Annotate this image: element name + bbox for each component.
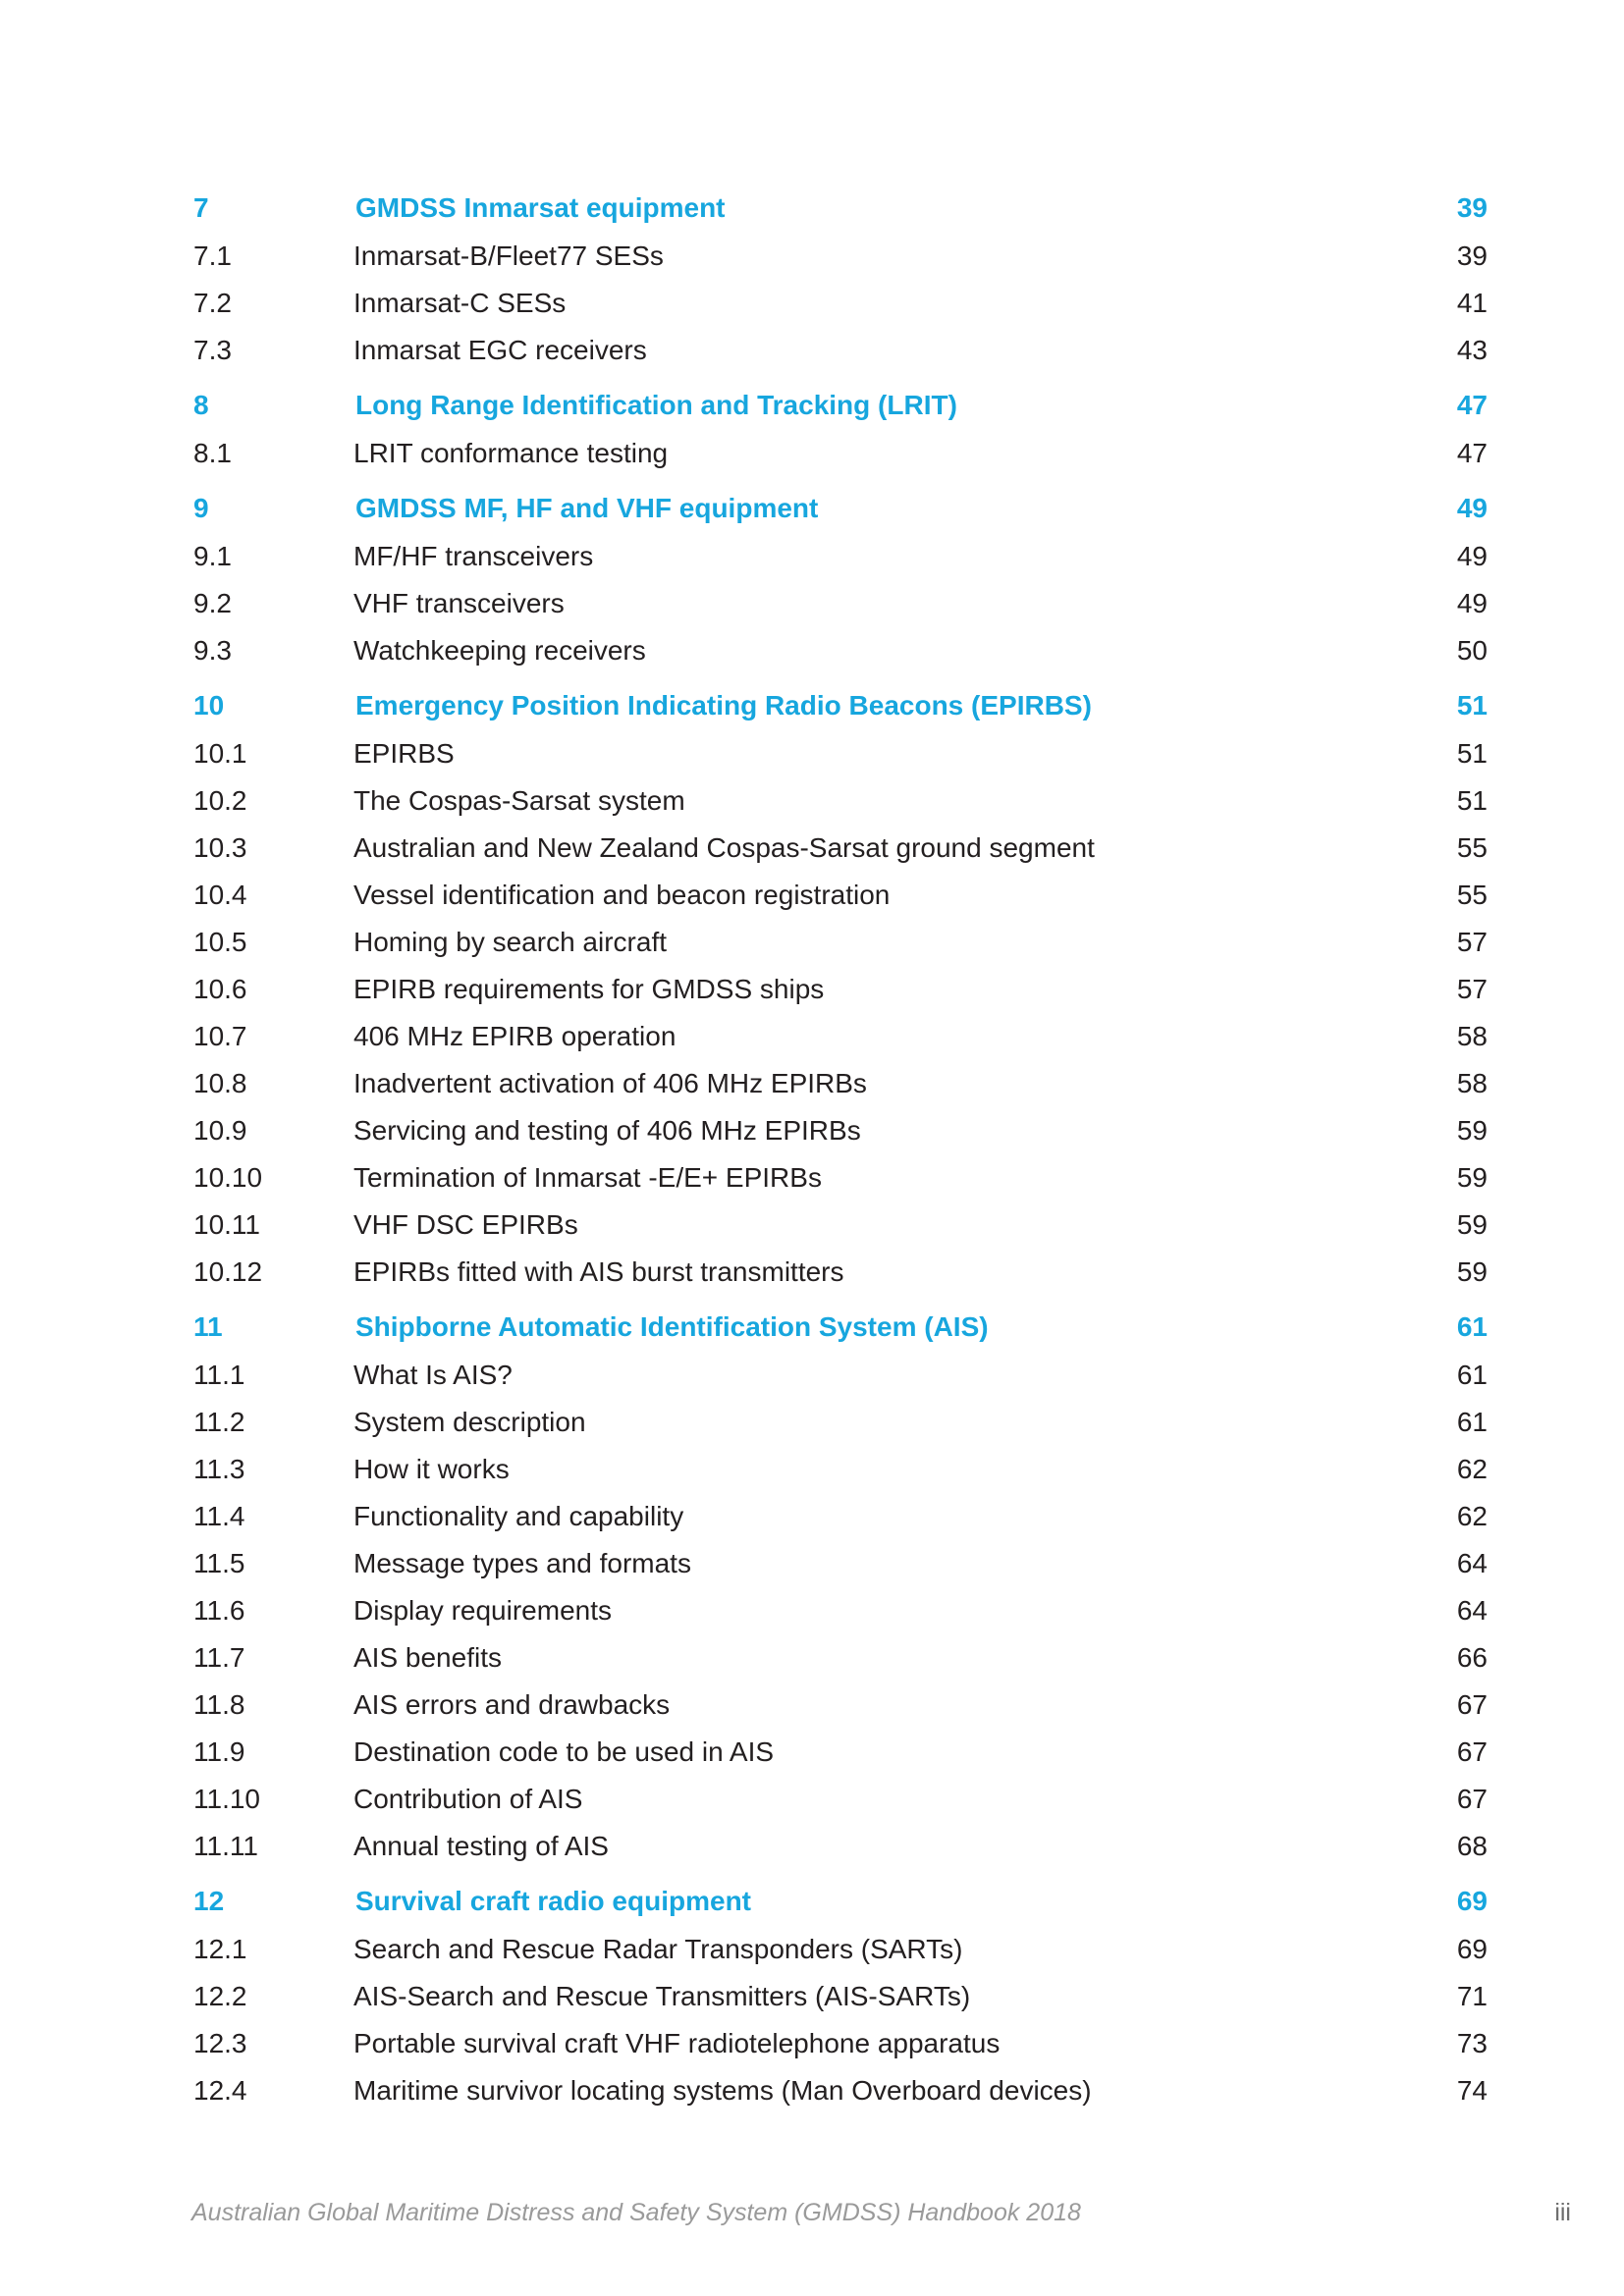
toc-entry[interactable] bbox=[193, 1013, 1488, 1060]
footer-page-number: iii bbox=[1554, 2199, 1571, 2226]
toc-entry[interactable] bbox=[193, 1446, 1488, 1493]
entry-title: How it works bbox=[353, 1454, 510, 1484]
toc-chapter-heading[interactable] bbox=[193, 184, 1488, 233]
toc-chapter-heading[interactable] bbox=[193, 1303, 1488, 1352]
entry-title: EPIRBs fitted with AIS burst transmitters bbox=[353, 1256, 844, 1287]
chapter-title: Shipborne Automatic Identification System (AIS) bbox=[355, 1311, 989, 1342]
entry-page-number: 59 bbox=[1456, 1209, 1488, 1240]
toc-entry[interactable] bbox=[193, 1926, 1488, 1973]
entry-number: 10.6 bbox=[193, 974, 247, 1004]
toc-chapter-heading[interactable] bbox=[193, 381, 1488, 430]
entry-page-number: 61 bbox=[1456, 1407, 1488, 1437]
entry-number: 8.1 bbox=[193, 438, 232, 468]
toc-section bbox=[193, 1303, 1488, 1870]
entry-title: VHF DSC EPIRBs bbox=[353, 1209, 578, 1240]
chapter-page-number: 61 bbox=[1456, 1311, 1488, 1342]
entry-page-number: 61 bbox=[1456, 1360, 1488, 1390]
entry-number: 10.12 bbox=[193, 1256, 263, 1287]
toc-entry[interactable] bbox=[193, 233, 1488, 280]
entry-title: Servicing and testing of 406 MHz EPIRBs bbox=[353, 1115, 861, 1146]
page-footer bbox=[191, 2199, 1571, 2227]
toc-section bbox=[193, 1877, 1488, 2114]
entry-page-number: 71 bbox=[1456, 1981, 1488, 2011]
entry-number: 11.6 bbox=[193, 1595, 245, 1626]
entry-number: 12.4 bbox=[193, 2075, 247, 2106]
entry-title: LRIT conformance testing bbox=[353, 438, 669, 468]
entry-page-number: 64 bbox=[1456, 1548, 1488, 1578]
entry-title: Watchkeeping receivers bbox=[353, 635, 646, 666]
entry-page-number: 58 bbox=[1456, 1021, 1488, 1051]
entry-number: 10.11 bbox=[193, 1209, 260, 1240]
entry-number: 9.2 bbox=[193, 588, 232, 618]
entry-number: 11.3 bbox=[193, 1454, 245, 1484]
entry-title: EPIRB requirements for GMDSS ships bbox=[353, 974, 825, 1004]
entry-page-number: 49 bbox=[1456, 541, 1488, 571]
chapter-number: 10 bbox=[193, 690, 225, 721]
toc-section bbox=[193, 484, 1488, 674]
entry-page-number: 64 bbox=[1456, 1595, 1488, 1626]
entry-page-number: 74 bbox=[1456, 2075, 1488, 2106]
entry-number: 9.1 bbox=[193, 541, 232, 571]
entry-page-number: 57 bbox=[1456, 974, 1488, 1004]
toc-entry[interactable] bbox=[193, 1201, 1488, 1249]
entry-number: 11.5 bbox=[193, 1548, 245, 1578]
entry-page-number: 59 bbox=[1456, 1162, 1488, 1193]
entry-title: Inadvertent activation of 406 MHz EPIRBs bbox=[353, 1068, 867, 1098]
toc-entry[interactable] bbox=[193, 1823, 1488, 1870]
entry-page-number: 67 bbox=[1456, 1784, 1488, 1814]
toc-entry[interactable] bbox=[193, 627, 1488, 674]
toc-entry[interactable] bbox=[193, 730, 1488, 777]
toc-entry[interactable] bbox=[193, 1154, 1488, 1201]
entry-title: Portable survival craft VHF radiotelephone apparatus bbox=[353, 2028, 1001, 2058]
entry-page-number: 41 bbox=[1456, 288, 1488, 318]
chapter-title: Long Range Identification and Tracking (LRIT) bbox=[355, 390, 957, 420]
entry-page-number: 62 bbox=[1456, 1501, 1488, 1531]
toc-entry[interactable] bbox=[193, 430, 1488, 477]
chapter-page-number: 39 bbox=[1456, 192, 1488, 223]
entry-title: System description bbox=[353, 1407, 586, 1437]
entry-number: 11.9 bbox=[193, 1736, 245, 1767]
entry-page-number: 55 bbox=[1456, 880, 1488, 910]
toc-entry[interactable] bbox=[193, 1973, 1488, 2020]
toc-section bbox=[193, 681, 1488, 1296]
toc-entry[interactable] bbox=[193, 1540, 1488, 1587]
toc-entry[interactable] bbox=[193, 533, 1488, 580]
chapter-title: Emergency Position Indicating Radio Beacons (EPIRBS) bbox=[355, 690, 1092, 721]
entry-title: The Cospas-Sarsat system bbox=[353, 785, 685, 816]
chapter-title: Survival craft radio equipment bbox=[355, 1886, 751, 1916]
chapter-page-number: 51 bbox=[1456, 690, 1488, 721]
entry-page-number: 57 bbox=[1456, 927, 1488, 957]
toc-entry[interactable] bbox=[193, 1249, 1488, 1296]
entry-number: 12.3 bbox=[193, 2028, 247, 2058]
toc-entry[interactable] bbox=[193, 2067, 1488, 2114]
toc-entry[interactable] bbox=[193, 919, 1488, 966]
toc-entry[interactable] bbox=[193, 1493, 1488, 1540]
toc-entry[interactable] bbox=[193, 825, 1488, 872]
entry-title: Destination code to be used in AIS bbox=[353, 1736, 775, 1767]
entry-number: 11.8 bbox=[193, 1689, 245, 1720]
entry-title: Vessel identification and beacon registration bbox=[353, 880, 891, 910]
toc-entry[interactable] bbox=[193, 280, 1488, 327]
entry-number: 10.8 bbox=[193, 1068, 247, 1098]
entry-title: Termination of Inmarsat -E/E+ EPIRBs bbox=[353, 1162, 822, 1193]
entry-number: 11.11 bbox=[193, 1831, 258, 1861]
chapter-title: GMDSS MF, HF and VHF equipment bbox=[355, 493, 819, 523]
entry-number: 11.7 bbox=[193, 1642, 245, 1673]
entry-page-number: 59 bbox=[1456, 1115, 1488, 1146]
toc-entry[interactable] bbox=[193, 1107, 1488, 1154]
entry-title: MF/HF transceivers bbox=[353, 541, 594, 571]
entry-page-number: 59 bbox=[1456, 1256, 1488, 1287]
entry-title: 406 MHz EPIRB operation bbox=[353, 1021, 677, 1051]
toc-entry[interactable] bbox=[193, 872, 1488, 919]
entry-number: 7.2 bbox=[193, 288, 232, 318]
entry-page-number: 67 bbox=[1456, 1689, 1488, 1720]
chapter-page-number: 69 bbox=[1456, 1886, 1488, 1916]
toc-entry[interactable] bbox=[193, 2020, 1488, 2067]
entry-title: EPIRBS bbox=[353, 738, 455, 769]
entry-page-number: 69 bbox=[1456, 1934, 1488, 1964]
entry-number: 11.1 bbox=[193, 1360, 245, 1390]
entry-number: 7.1 bbox=[193, 240, 232, 271]
entry-number: 10.9 bbox=[193, 1115, 247, 1146]
entry-title: Maritime survivor locating systems (Man Overboard devices) bbox=[353, 2075, 1092, 2106]
toc-entry[interactable] bbox=[193, 1399, 1488, 1446]
toc-entry[interactable] bbox=[193, 1776, 1488, 1823]
entry-number: 7.3 bbox=[193, 335, 232, 365]
entry-page-number: 67 bbox=[1456, 1736, 1488, 1767]
entry-title: What Is AIS? bbox=[353, 1360, 513, 1390]
entry-number: 10.1 bbox=[193, 738, 247, 769]
entry-title: AIS benefits bbox=[353, 1642, 502, 1673]
chapter-title: GMDSS Inmarsat equipment bbox=[355, 192, 726, 223]
entry-page-number: 43 bbox=[1456, 335, 1488, 365]
entry-page-number: 73 bbox=[1456, 2028, 1488, 2058]
entry-page-number: 49 bbox=[1456, 588, 1488, 618]
entry-number: 12.1 bbox=[193, 1934, 247, 1964]
entry-page-number: 47 bbox=[1456, 438, 1488, 468]
toc-section bbox=[193, 381, 1488, 477]
entry-page-number: 51 bbox=[1456, 785, 1488, 816]
entry-title: Message types and formats bbox=[353, 1548, 691, 1578]
entry-number: 10.4 bbox=[193, 880, 247, 910]
toc-entry[interactable] bbox=[193, 327, 1488, 374]
chapter-page-number: 47 bbox=[1456, 390, 1488, 420]
entry-title: Display requirements bbox=[353, 1595, 612, 1626]
toc-entry[interactable] bbox=[193, 777, 1488, 825]
toc-chapter-heading[interactable] bbox=[193, 681, 1488, 730]
toc-section bbox=[193, 184, 1488, 374]
toc-entry[interactable] bbox=[193, 1634, 1488, 1682]
entry-title: Annual testing of AIS bbox=[353, 1831, 609, 1861]
chapter-number: 9 bbox=[193, 493, 209, 523]
toc-entry[interactable] bbox=[193, 1587, 1488, 1634]
entry-title: AIS errors and drawbacks bbox=[353, 1689, 671, 1720]
toc-chapter-heading[interactable] bbox=[193, 484, 1488, 533]
entry-title: AIS-Search and Rescue Transmitters (AIS-SARTs) bbox=[353, 1981, 971, 2011]
entry-number: 12.2 bbox=[193, 1981, 247, 2011]
entry-number: 11.2 bbox=[193, 1407, 245, 1437]
toc-entry[interactable] bbox=[193, 966, 1488, 1013]
chapter-number: 12 bbox=[193, 1886, 225, 1916]
toc-entry[interactable] bbox=[193, 1682, 1488, 1729]
toc-chapter-heading[interactable] bbox=[193, 1877, 1488, 1926]
entry-page-number: 62 bbox=[1456, 1454, 1488, 1484]
chapter-page-number: 49 bbox=[1456, 493, 1488, 523]
toc-entry[interactable] bbox=[193, 1352, 1488, 1399]
chapter-number: 11 bbox=[193, 1311, 223, 1342]
entry-number: 10.10 bbox=[193, 1162, 263, 1193]
entry-number: 10.3 bbox=[193, 832, 247, 863]
entry-page-number: 39 bbox=[1456, 240, 1488, 271]
toc-entry[interactable] bbox=[193, 1729, 1488, 1776]
entry-title: Functionality and capability bbox=[353, 1501, 684, 1531]
entry-page-number: 55 bbox=[1456, 832, 1488, 863]
entry-page-number: 68 bbox=[1456, 1831, 1488, 1861]
entry-page-number: 66 bbox=[1456, 1642, 1488, 1673]
chapter-number: 7 bbox=[193, 192, 209, 223]
entry-number: 11.4 bbox=[193, 1501, 245, 1531]
entry-title: Inmarsat-B/Fleet77 SESs bbox=[353, 240, 664, 271]
entry-number: 10.2 bbox=[193, 785, 247, 816]
entry-title: Australian and New Zealand Cospas-Sarsat ground segment bbox=[353, 832, 1095, 863]
table-of-contents bbox=[193, 184, 1488, 2121]
entry-title: Inmarsat-C SESs bbox=[353, 288, 567, 318]
entry-title: Contribution of AIS bbox=[353, 1784, 583, 1814]
entry-number: 9.3 bbox=[193, 635, 232, 666]
toc-entry[interactable] bbox=[193, 580, 1488, 627]
entry-number: 10.7 bbox=[193, 1021, 247, 1051]
entry-number: 10.5 bbox=[193, 927, 247, 957]
entry-page-number: 58 bbox=[1456, 1068, 1488, 1098]
chapter-number: 8 bbox=[193, 390, 209, 420]
toc-entry[interactable] bbox=[193, 1060, 1488, 1107]
entry-title: VHF transceivers bbox=[353, 588, 565, 618]
entry-number: 11.10 bbox=[193, 1784, 260, 1814]
entry-title: Inmarsat EGC receivers bbox=[353, 335, 647, 365]
entry-title: Homing by search aircraft bbox=[353, 927, 668, 957]
entry-title: Search and Rescue Radar Transponders (SARTs) bbox=[353, 1934, 963, 1964]
footer-document-title: Australian Global Maritime Distress and Safety System (GMDSS) Handbook 2018 bbox=[191, 2199, 1081, 2226]
entry-page-number: 50 bbox=[1456, 635, 1488, 666]
entry-page-number: 51 bbox=[1456, 738, 1488, 769]
